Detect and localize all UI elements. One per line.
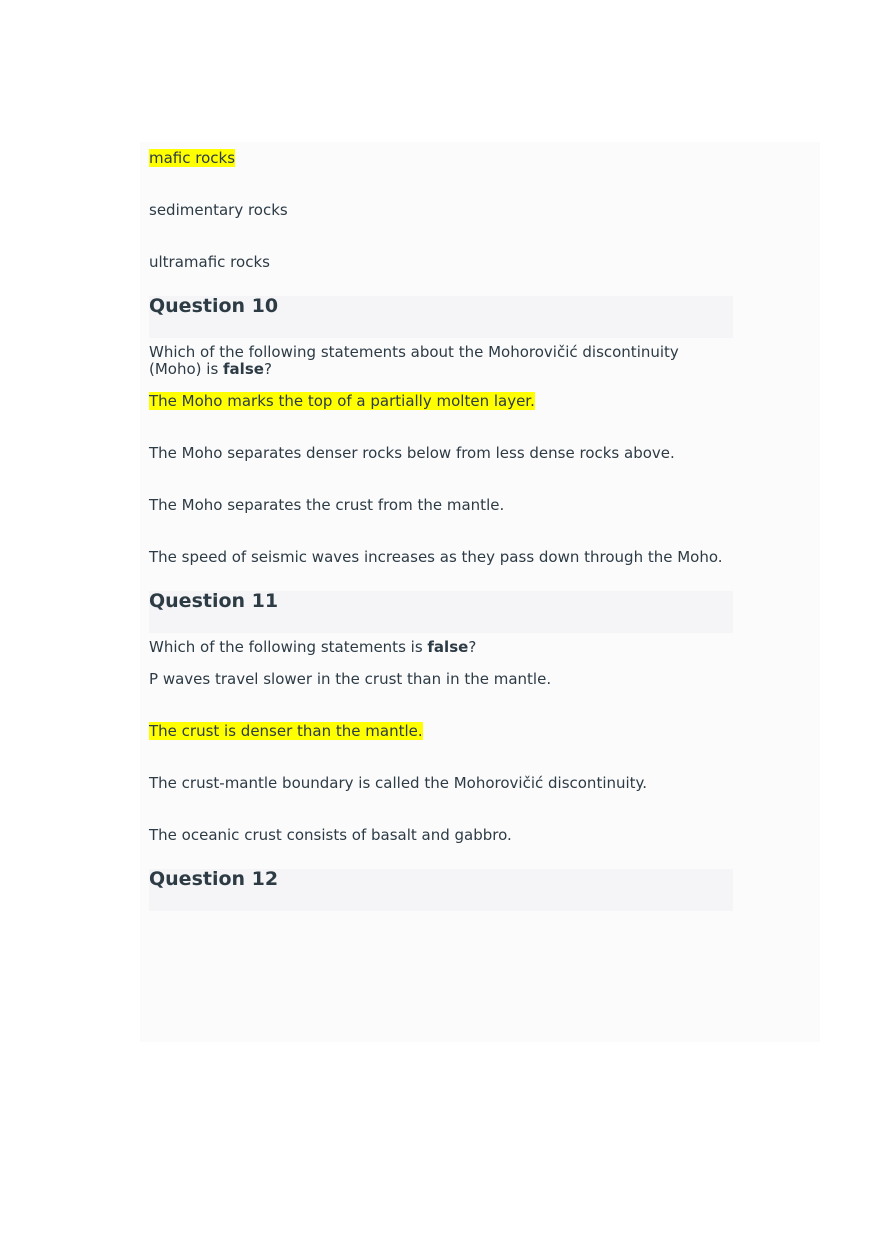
question-header: [149, 591, 733, 633]
answer-text: sedimentary rocks: [149, 201, 288, 219]
question-title: Question 11: [149, 590, 279, 612]
prompt-punctuation: ?: [468, 638, 477, 656]
prompt-punctuation: ?: [263, 360, 272, 378]
answer-option[interactable]: [149, 722, 733, 741]
prompt-emphasis: false: [223, 360, 264, 378]
answer-text: The speed of seismic waves increases as they pass down through the Moho.: [149, 548, 723, 566]
answer-option[interactable]: [149, 496, 733, 515]
answer-option[interactable]: [149, 774, 733, 793]
prompt-line: Which of the following statements about the Mohorovičić discontinuity: [149, 343, 679, 361]
answer-text: The Moho separates the crust from the mantle.: [149, 496, 505, 514]
question-header: [149, 296, 733, 338]
answer-text-highlighted: mafic rocks: [149, 149, 236, 167]
question-title: Question 12: [149, 868, 279, 890]
answer-text: ultramafic rocks: [149, 253, 270, 271]
prompt-text: (Moho) is: [149, 360, 224, 378]
answer-option[interactable]: [149, 201, 733, 220]
question-title: Question 10: [149, 295, 279, 317]
answer-option[interactable]: [149, 444, 733, 463]
answer-text: The crust-mantle boundary is called the Mohorovičić discontinuity.: [149, 774, 648, 792]
prompt-text: Which of the following statements is: [149, 638, 428, 656]
prompt-emphasis: false: [427, 638, 469, 656]
answer-option[interactable]: [149, 253, 733, 272]
question-prompt: [149, 344, 733, 378]
answer-option[interactable]: [149, 149, 733, 168]
question-header: [149, 869, 733, 911]
answer-option[interactable]: [149, 826, 733, 845]
answer-text-highlighted: The Moho marks the top of a partially molten layer.: [149, 392, 535, 410]
answer-text: The oceanic crust consists of basalt and gabbro.: [149, 826, 512, 844]
answer-text-highlighted: The crust is denser than the mantle.: [149, 722, 423, 740]
quiz-content: [149, 149, 733, 911]
answer-text: The Moho separates denser rocks below from less dense rocks above.: [149, 444, 675, 462]
answer-option[interactable]: [149, 670, 733, 689]
answer-option[interactable]: [149, 392, 733, 411]
question-prompt: [149, 639, 733, 656]
answer-text: P waves travel slower in the crust than in the mantle.: [149, 670, 552, 688]
answer-option[interactable]: [149, 548, 733, 567]
